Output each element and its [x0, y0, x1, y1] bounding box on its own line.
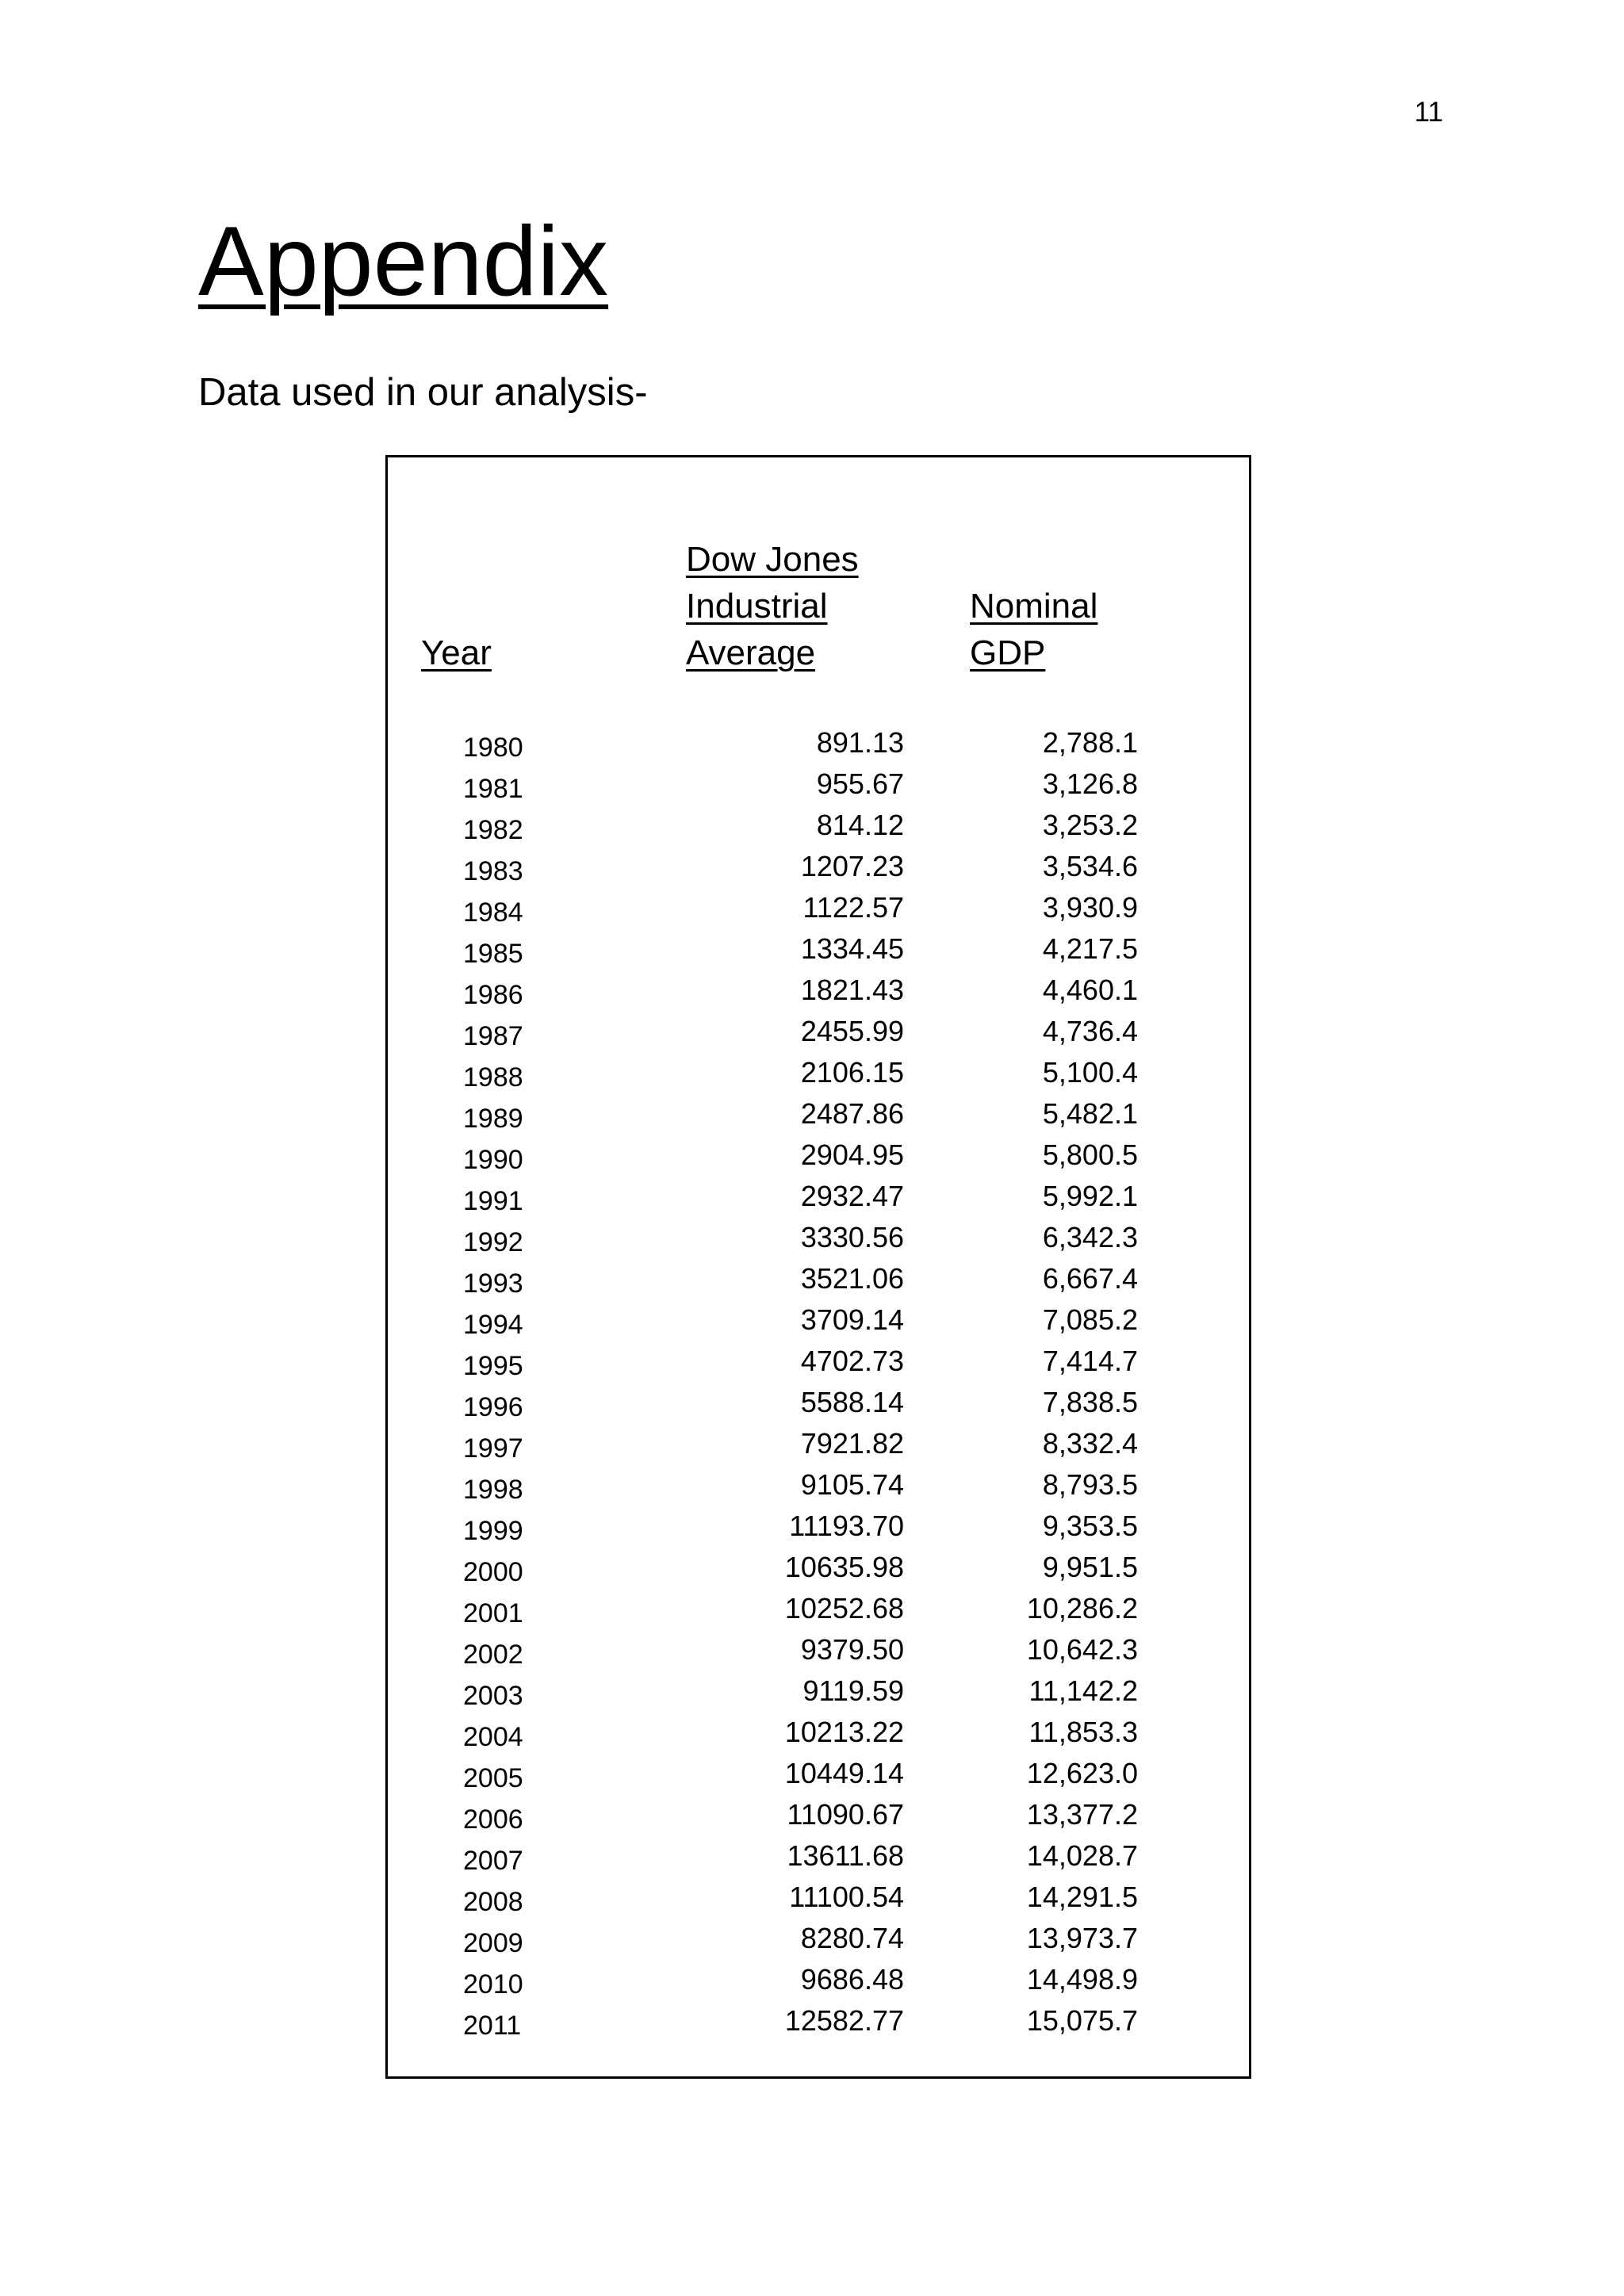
dow-value-cell: 12582.77: [784, 2004, 904, 2037]
year-cell: 1980: [463, 733, 523, 763]
year-cell: 1998: [463, 1475, 523, 1505]
dow-value-cell: 814.12: [816, 809, 904, 841]
year-cell: 1982: [463, 815, 523, 845]
table-row: [388, 1176, 1249, 1217]
dow-value-cell: 1207.23: [800, 850, 904, 882]
table-row: [388, 1423, 1249, 1464]
dow-value-cell: 10635.98: [784, 1551, 904, 1583]
table-row: [388, 1547, 1249, 1588]
header-year-line: Year: [421, 633, 492, 672]
gdp-value-cell: 7,085.2: [1042, 1303, 1138, 1336]
table-row: [388, 1506, 1249, 1547]
dow-value-cell: 11100.54: [789, 1881, 904, 1913]
header-dow-line-2: Industrial: [686, 587, 828, 626]
dow-value-cell: 10252.68: [784, 1592, 904, 1624]
gdp-value-cell: 3,126.8: [1042, 767, 1138, 800]
year-cell: 1991: [463, 1186, 523, 1216]
year-cell: 2011: [463, 2011, 522, 2041]
page-title: Appendix: [198, 207, 609, 316]
table-row: [388, 1341, 1249, 1382]
year-cell: 2004: [463, 1722, 523, 1752]
dow-value-cell: 8280.74: [800, 1922, 904, 1954]
table-row: [388, 1959, 1249, 2000]
dow-value-cell: 1122.57: [802, 891, 904, 924]
dow-value-cell: 11090.67: [787, 1798, 904, 1831]
gdp-value-cell: 13,377.2: [1026, 1798, 1138, 1831]
table-row: [388, 763, 1249, 805]
year-cell: 1983: [463, 856, 523, 886]
year-cell: 2010: [463, 1969, 523, 1999]
table-row: [388, 1712, 1249, 1753]
year-cell: 1995: [463, 1351, 523, 1381]
year-cell: 1989: [463, 1104, 523, 1134]
table-row: [388, 1670, 1249, 1712]
header-dow-line-3: Average: [686, 633, 816, 672]
data-table: [385, 455, 1251, 2079]
dow-value-cell: 10449.14: [784, 1757, 904, 1789]
gdp-value-cell: 10,286.2: [1026, 1592, 1138, 1624]
year-cell: 2002: [463, 1640, 523, 1670]
year-cell: 2006: [463, 1804, 523, 1835]
gdp-value-cell: 5,482.1: [1042, 1097, 1138, 1130]
gdp-value-cell: 10,642.3: [1026, 1633, 1138, 1666]
header-gdp-line-2: GDP: [970, 633, 1046, 672]
table-row: [388, 722, 1249, 763]
gdp-value-cell: 4,460.1: [1042, 974, 1138, 1006]
year-cell: 1996: [463, 1392, 523, 1422]
table-row: [388, 1382, 1249, 1423]
year-cell: 1994: [463, 1310, 523, 1340]
table-row: [388, 1135, 1249, 1176]
year-cell: 2000: [463, 1557, 523, 1587]
dow-value-cell: 9119.59: [802, 1674, 904, 1707]
page-number: 11: [1414, 97, 1443, 128]
dow-value-cell: 955.67: [816, 767, 904, 800]
dow-value-cell: 3330.56: [800, 1221, 904, 1253]
table-row: [388, 805, 1249, 846]
gdp-value-cell: 4,736.4: [1042, 1015, 1138, 1047]
dow-value-cell: 3521.06: [800, 1262, 904, 1295]
table-row: [388, 1877, 1249, 1918]
year-cell: 2003: [463, 1681, 523, 1711]
dow-value-cell: 3709.14: [800, 1303, 904, 1336]
table-row: [388, 1217, 1249, 1258]
dow-value-cell: 9686.48: [800, 1963, 904, 1996]
year-cell: 1999: [463, 1516, 523, 1546]
gdp-value-cell: 7,838.5: [1042, 1386, 1138, 1418]
table-row: [388, 1052, 1249, 1093]
gdp-value-cell: 6,667.4: [1042, 1262, 1138, 1295]
gdp-value-cell: 13,973.7: [1026, 1922, 1138, 1954]
gdp-value-cell: 4,217.5: [1042, 932, 1138, 965]
table-row: [388, 1258, 1249, 1299]
gdp-value-cell: 2,788.1: [1042, 726, 1138, 759]
gdp-value-cell: 5,100.4: [1042, 1056, 1138, 1089]
year-cell: 2009: [463, 1928, 523, 1958]
header-gdp-line-1: Nominal: [970, 587, 1098, 626]
intro-text: Data used in our analysis-: [198, 371, 648, 414]
table-row: [388, 1464, 1249, 1506]
table-row: [388, 928, 1249, 970]
gdp-value-cell: 6,342.3: [1042, 1221, 1138, 1253]
year-cell: 1993: [463, 1269, 523, 1299]
gdp-value-cell: 7,414.7: [1042, 1345, 1138, 1377]
gdp-value-cell: 15,075.7: [1026, 2004, 1138, 2037]
dow-value-cell: 10213.22: [784, 1716, 904, 1748]
dow-value-cell: 11193.70: [789, 1510, 904, 1542]
table-row: [388, 1093, 1249, 1135]
table-row: [388, 2000, 1249, 2042]
dow-value-cell: 9379.50: [800, 1633, 904, 1666]
gdp-value-cell: 3,253.2: [1042, 809, 1138, 841]
gdp-value-cell: 3,930.9: [1042, 891, 1138, 924]
year-cell: 1990: [463, 1145, 523, 1175]
gdp-value-cell: 12,623.0: [1026, 1757, 1138, 1789]
dow-value-cell: 1821.43: [800, 974, 904, 1006]
gdp-value-cell: 8,793.5: [1042, 1468, 1138, 1501]
dow-value-cell: 1334.45: [800, 932, 904, 965]
header-dow-line-1: Dow Jones: [686, 540, 859, 579]
dow-value-cell: 2932.47: [800, 1180, 904, 1212]
gdp-value-cell: 14,028.7: [1026, 1839, 1138, 1872]
year-cell: 1997: [463, 1433, 523, 1464]
year-cell: 1986: [463, 980, 523, 1010]
dow-value-cell: 9105.74: [800, 1468, 904, 1501]
gdp-value-cell: 11,142.2: [1028, 1674, 1138, 1707]
header-nominal-gdp: [970, 583, 1097, 676]
table-row: [388, 1753, 1249, 1794]
gdp-value-cell: 3,534.6: [1042, 850, 1138, 882]
table-row: [388, 970, 1249, 1011]
dow-value-cell: 7921.82: [800, 1427, 904, 1460]
gdp-value-cell: 14,291.5: [1026, 1881, 1138, 1913]
year-cell: 2005: [463, 1763, 523, 1793]
gdp-value-cell: 5,800.5: [1042, 1138, 1138, 1171]
table-row: [388, 887, 1249, 928]
dow-value-cell: 2455.99: [800, 1015, 904, 1047]
dow-value-cell: 2106.15: [800, 1056, 904, 1089]
year-cell: 1988: [463, 1062, 523, 1093]
year-cell: 1981: [463, 774, 523, 804]
header-dow-jones: [686, 536, 859, 676]
table-row: [388, 1299, 1249, 1341]
gdp-value-cell: 9,353.5: [1042, 1510, 1138, 1542]
table-row: [388, 1918, 1249, 1959]
dow-value-cell: 891.13: [816, 726, 904, 759]
table-row: [388, 1629, 1249, 1670]
dow-value-cell: 13611.68: [787, 1839, 904, 1872]
year-cell: 2008: [463, 1887, 523, 1917]
table-row: [388, 1011, 1249, 1052]
year-cell: 2007: [463, 1846, 523, 1876]
dow-value-cell: 2904.95: [800, 1138, 904, 1171]
year-cell: 1987: [463, 1021, 523, 1051]
gdp-value-cell: 11,853.3: [1028, 1716, 1138, 1748]
gdp-value-cell: 9,951.5: [1042, 1551, 1138, 1583]
table-row: [388, 1835, 1249, 1877]
table-row: [388, 846, 1249, 887]
year-cell: 1992: [463, 1227, 523, 1257]
gdp-value-cell: 8,332.4: [1042, 1427, 1138, 1460]
table-row: [388, 1588, 1249, 1629]
year-cell: 1985: [463, 939, 523, 969]
gdp-value-cell: 14,498.9: [1026, 1963, 1138, 1996]
header-year: [421, 629, 492, 676]
table-body: [388, 722, 1249, 2042]
dow-value-cell: 2487.86: [800, 1097, 904, 1130]
year-cell: 1984: [463, 897, 523, 928]
table-row: [388, 1794, 1249, 1835]
dow-value-cell: 4702.73: [800, 1345, 904, 1377]
year-cell: 2001: [463, 1598, 523, 1628]
dow-value-cell: 5588.14: [800, 1386, 904, 1418]
gdp-value-cell: 5,992.1: [1042, 1180, 1138, 1212]
